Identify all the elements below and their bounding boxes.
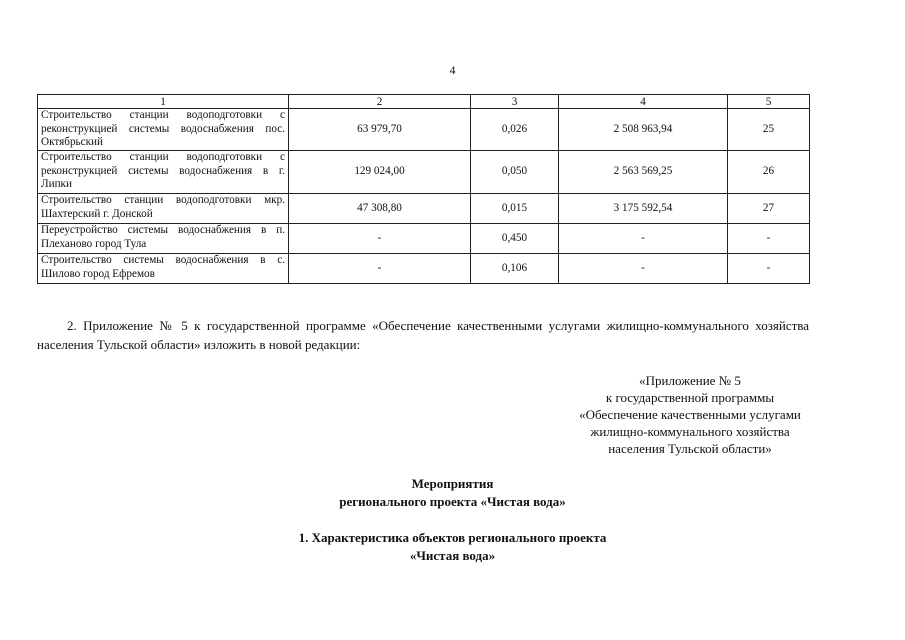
object-name-cell: Переустройство системы водоснабжения в п. Плеханово город Тула: [38, 224, 289, 254]
table-row: [38, 151, 810, 194]
object-name-cell: Строительство системы водоснабжения в с. Шилово город Ефремов: [38, 254, 289, 284]
table-cell: -: [728, 224, 810, 254]
amendment-paragraph: 2. Приложение № 5 к государственной программе «Обеспечение качественными услугами жилищно-коммунального хозяйства населения Тульской области» изложить в новой редакции:: [37, 318, 809, 352]
table-cell: -: [559, 254, 728, 284]
table-cell: 2 563 569,25: [559, 151, 728, 194]
table-row: [38, 254, 810, 284]
column-header: 4: [559, 95, 728, 109]
section-heading-line: 1. Характеристика объектов регионального проекта: [298, 530, 607, 545]
table-cell: 0,026: [471, 109, 559, 151]
column-header: 2: [289, 95, 471, 109]
table-cell: 0,450: [471, 224, 559, 254]
table-cell: 2 508 963,94: [559, 109, 728, 151]
table-cell: 25: [728, 109, 810, 151]
section-heading-line: «Чистая вода»: [409, 548, 496, 563]
table-cell: 26: [728, 151, 810, 194]
table-cell: 27: [728, 194, 810, 224]
column-header: 5: [728, 95, 810, 109]
object-name-cell: Строительство станции водоподготовки с реконструкцией системы водоснабжения пос. Октябрьский: [38, 109, 289, 151]
appendix-header-line: «Приложение № 5: [639, 373, 741, 388]
table-cell: -: [728, 254, 810, 284]
table-cell: 0,015: [471, 194, 559, 224]
appendix-header: [515, 372, 865, 457]
table-cell: -: [289, 254, 471, 284]
table-cell: -: [289, 224, 471, 254]
table-cell: 47 308,80: [289, 194, 471, 224]
table-cell: 63 979,70: [289, 109, 471, 151]
table-cell: 0,050: [471, 151, 559, 194]
table-cell: -: [559, 224, 728, 254]
column-header: 3: [471, 95, 559, 109]
table-row: [38, 194, 810, 224]
object-name-cell: Строительство станции водоподготовки с реконструкцией системы водоснабжения в г. Липки: [38, 151, 289, 194]
appendix-header-line: «Обеспечение качественными услугами: [579, 407, 801, 422]
section-heading: [0, 529, 905, 565]
table-cell: 0,106: [471, 254, 559, 284]
document-title: [0, 475, 905, 511]
page-number: 4: [449, 63, 456, 77]
document-title-line: Мероприятия: [411, 476, 494, 491]
table-row: [38, 109, 810, 151]
table-row: [38, 224, 810, 254]
objects-table: [37, 94, 810, 284]
table-cell: 129 024,00: [289, 151, 471, 194]
table-header-row: [38, 95, 810, 109]
document-title-line: регионального проекта «Чистая вода»: [339, 494, 566, 509]
object-name-cell: Строительство станции водоподготовки мкр. Шахтерский г. Донской: [38, 194, 289, 224]
table-cell: 3 175 592,54: [559, 194, 728, 224]
appendix-header-line: жилищно-коммунального хозяйства: [590, 424, 790, 439]
appendix-header-line: населения Тульской области»: [608, 441, 772, 456]
appendix-header-line: к государственной программы: [605, 390, 775, 405]
column-header: 1: [38, 95, 289, 109]
